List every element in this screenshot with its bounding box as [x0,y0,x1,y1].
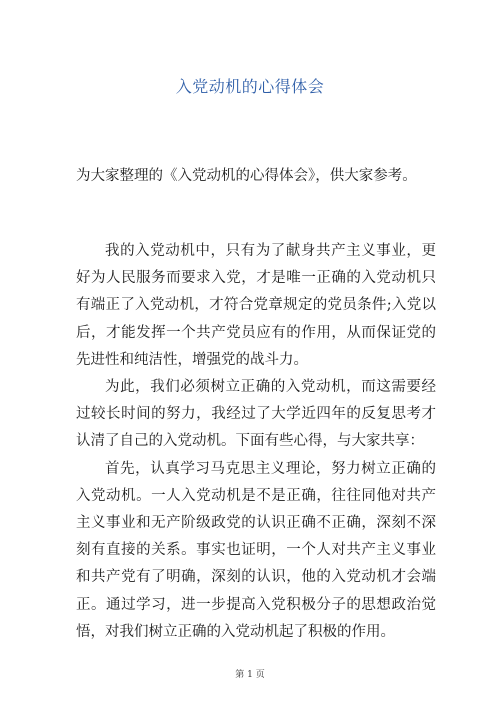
document-body [76,238,436,646]
paragraph-3: 首先，认真学习马克思主义理论，努力树立正确的入党动机。一人入党动机是不是正确，往往同他对共产主义事业和无产阶级政党的认识正确不正确，深刻不深刻有直接的关系。事实也证明，一个人对共产主义事业和共产党有了明确，深刻的认识，他的入党动机才会端正。通过学习，进一步提高入党积极分子的思想政治觉悟，对我们树立正确的入党动机起了积极的作用。 [76,460,436,640]
intro-text: 为大家整理的《入党动机的心得体会》，供大家参考。 [76,168,417,184]
document-title: 入党动机的心得体会 [175,77,325,96]
paragraph-1: 我的入党动机中，只有为了献身共产主义事业，更好为人民服务而要求入党，才是唯一正确的入党动机只有端正了入党动机，才符合党章规定的党员条件;入党以后，才能发挥一个共产党员应有的作用，从而保证党的先进性和纯洁性，增强党的战斗力。 [76,243,436,368]
page-number: 第 1 页 [235,670,265,680]
paragraph-2: 为此，我们必须树立正确的入党动机，而这需要经过较长时间的努力，我经过了大学近四年的反复思考才认清了自己的入党动机。下面有些心得，与大家共享： [76,379,436,450]
